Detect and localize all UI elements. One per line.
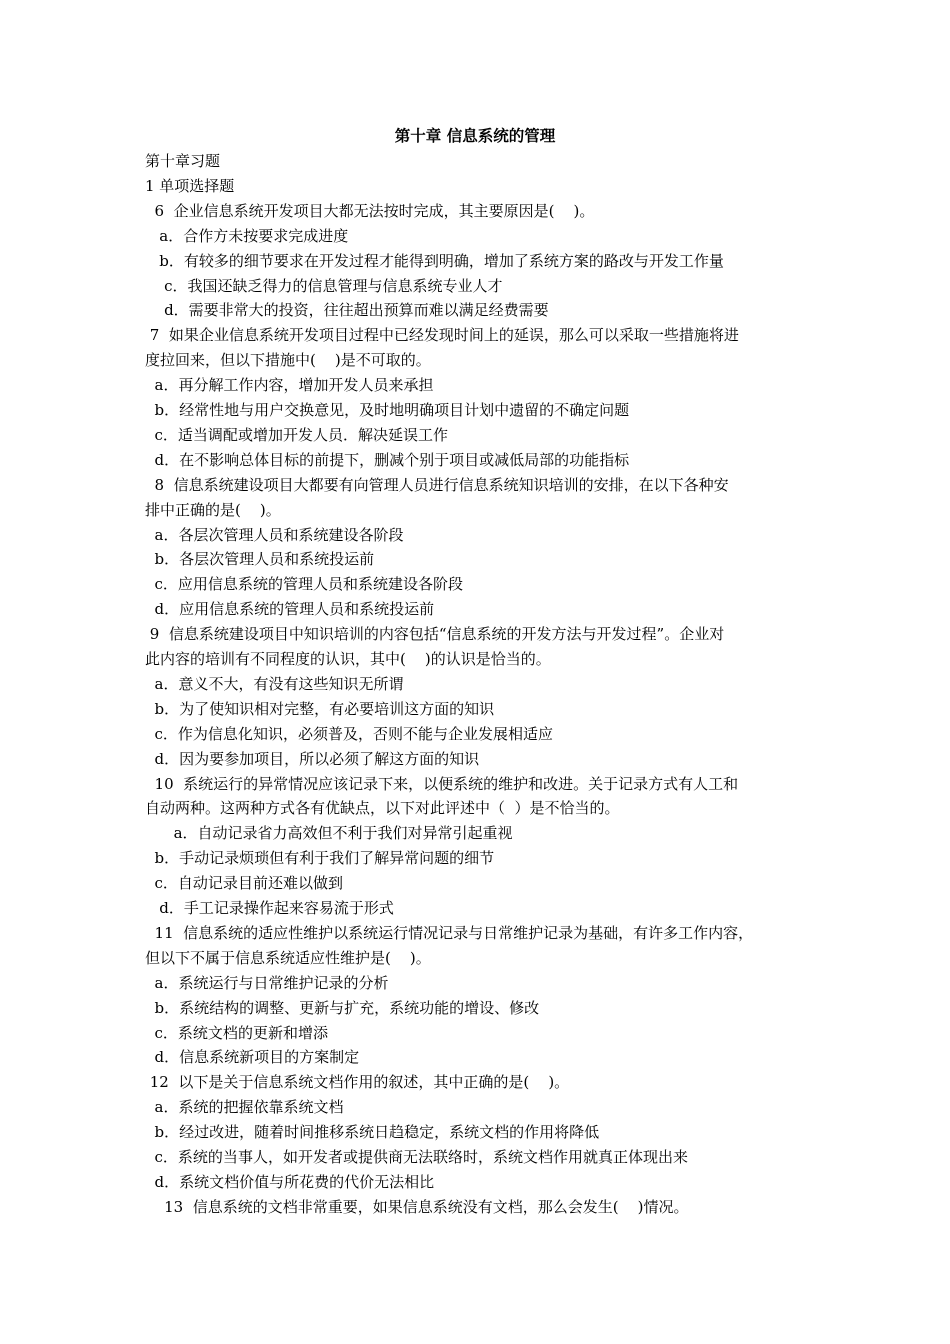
text-line: c．作为信息化知识，必须普及，否则不能与企业发展相适应 <box>145 724 553 743</box>
text-line: 但以下不属于信息系统适应性维护是( )。 <box>145 948 431 967</box>
text-line: d．需要非常大的投资，往往超出预算而难以满足经费需要 <box>145 301 549 320</box>
text-line: d．系统文档价值与所花费的代价无法相比 <box>145 1172 435 1191</box>
text-line: 度拉回来，但以下措施中( )是不可取的。 <box>145 351 431 370</box>
text-line: 9 信息系统建设项目中知识培训的内容包括“信息系统的开发方法与开发过程”。企业对 <box>145 625 725 644</box>
text-line: 第十章习题 <box>145 152 221 170</box>
text-line: a．系统的把握依靠系统文档 <box>145 1098 344 1117</box>
text-line: a．意义不大，有没有这些知识无所谓 <box>145 674 404 693</box>
text-line: 10 系统运行的异常情况应该记录下来，以便系统的维护和改进。关于记录方式有人工和 <box>145 774 739 793</box>
text-line: b．为了使知识相对完整，有必要培训这方面的知识 <box>145 699 495 718</box>
text-line: c．应用信息系统的管理人员和系统建设各阶段 <box>145 575 463 594</box>
text-line: 7 如果企业信息系统开发项目过程中已经发现时间上的延误，那么可以采取一些措施将进 <box>145 326 739 345</box>
text-line: 排中正确的是( )。 <box>145 500 281 519</box>
text-line: c．自动记录目前还难以做到 <box>145 874 343 893</box>
chapter-title: 第十章 信息系统的管理 <box>394 126 556 145</box>
text-line: 自动两种。这两种方式各有优缺点，以下对此评述中（ ）是不恰当的。 <box>145 799 620 818</box>
text-line: b．系统结构的调整、更新与扩充，系统功能的增设、修改 <box>145 998 540 1017</box>
text-line: a．合作方未按要求完成进度 <box>145 226 349 245</box>
text-line: d．信息系统新项目的方案制定 <box>145 1048 360 1067</box>
text-line: 1 单项选择题 <box>145 176 235 195</box>
text-line: b．经过改进，随着时间推移系统日趋稳定，系统文档的作用将降低 <box>145 1123 600 1142</box>
text-line: 13 信息系统的文档非常重要，如果信息系统没有文档，那么会发生( )情况。 <box>145 1197 689 1216</box>
text-line: 6 企业信息系统开发项目大都无法按时完成，其主要原因是( )。 <box>145 201 595 220</box>
text-line: a．系统运行与日常维护记录的分析 <box>145 973 389 992</box>
text-line: c．系统文档的更新和增添 <box>145 1023 328 1042</box>
text-line: b．经常性地与用户交换意见，及时地明确项目计划中遗留的不确定问题 <box>145 401 630 419</box>
text-line: b．各层次管理人员和系统投运前 <box>145 550 375 569</box>
text-line: d．因为要参加项目，所以必须了解这方面的知识 <box>145 749 480 768</box>
text-line: 11 信息系统的适应性维护以系统运行情况记录与日常维护记录为基础，有许多工作内容， <box>145 923 754 942</box>
text-line: 12 以下是关于信息系统文档作用的叙述，其中正确的是( )。 <box>145 1073 570 1092</box>
text-line: 此内容的培训有不同程度的认识，其中( )的认识是恰当的。 <box>145 650 551 668</box>
text-line: d．手工记录操作起来容易流于形式 <box>145 899 394 917</box>
text-line: b．手动记录烦琐但有利于我们了解异常问题的细节 <box>145 849 495 868</box>
text-line: a．再分解工作内容，增加开发人员来承担 <box>145 376 434 395</box>
text-line: d．应用信息系统的管理人员和系统投运前 <box>145 600 435 619</box>
text-line: b．有较多的细节要求在开发过程才能得到明确，增加了系统方案的路改与开发工作量 <box>145 251 724 270</box>
text-line: c．我国还缺乏得力的信息管理与信息系统专业人才 <box>145 276 503 295</box>
text-line: c．适当调配或增加开发人员．解决延误工作 <box>145 425 448 444</box>
text-line: a．各层次管理人员和系统建设各阶段 <box>145 525 404 544</box>
text-line: c．系统的当事人，如开发者或提供商无法联络时，系统文档作用就真正体现出来 <box>145 1148 688 1166</box>
text-line: d．在不影响总体目标的前提下，删减个别于项目或减低局部的功能指标 <box>145 450 630 469</box>
text-line: a．自动记录省力高效但不利于我们对异常引起重视 <box>145 824 513 843</box>
text-line: 8 信息系统建设项目大都要有向管理人员进行信息系统知识培训的安排，在以下各种安 <box>145 475 729 494</box>
